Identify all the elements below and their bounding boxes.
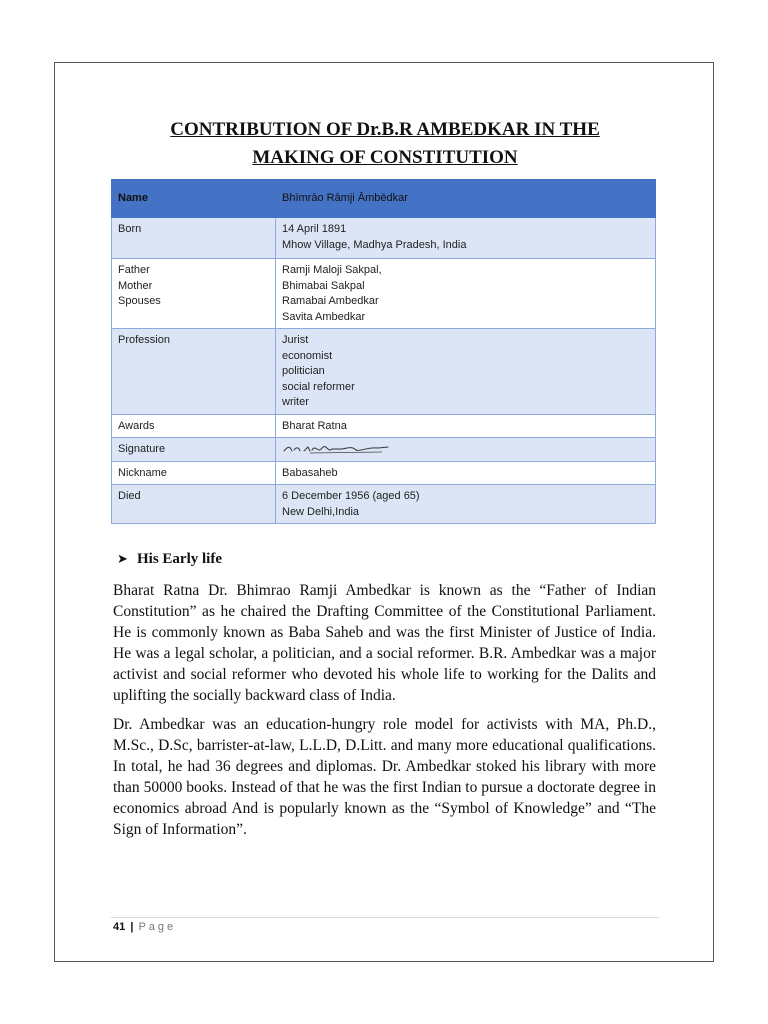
profession-item: economist <box>282 349 333 362</box>
nickname-label: Nickname <box>112 461 276 485</box>
title-line-1: CONTRIBUTION OF Dr.B.R AMBEDKAR IN THE <box>170 119 600 140</box>
profession-values <box>276 329 656 415</box>
born-place: Mhow Village, Madhya Pradesh, India <box>282 238 467 251</box>
profession-item: Jurist <box>282 334 309 346</box>
mother-label: Mother <box>118 279 153 292</box>
biography-table <box>111 179 656 524</box>
section-heading-early-life <box>117 551 222 568</box>
paragraph-2: Dr. Ambedkar was an education-hungry role model for activists with MA, Ph.D., M.Sc., D.Sc, barrister-at-law, L.L.D, D.Litt. and many more educational qualifications. In total, he had 36 degrees and diplomas. Dr. Ambedkar stoked his library with more than 50000 books. Instead of that he was the first Indian to pursue a doctorate degree in economics abroad And is popularly known as the “Symbol of Knowledge” and “The Sign of Information”. <box>113 716 656 838</box>
document-title <box>80 116 690 172</box>
awards-value: Bharat Ratna <box>276 414 656 438</box>
title-line-2: MAKING OF CONSTITUTION <box>252 147 518 168</box>
page-footer <box>113 921 176 933</box>
signature-label: Signature <box>112 438 276 462</box>
table-row-signature <box>112 438 656 462</box>
born-date: 14 April 1891 <box>282 223 347 235</box>
profession-item: writer <box>282 396 309 408</box>
born-label: Born <box>112 218 276 259</box>
name-label: Name <box>112 180 276 218</box>
name-value: Bhīmrāo Rāmji Āmbēdkar <box>276 180 656 218</box>
signature-cell <box>276 438 656 462</box>
footer-separator: | <box>130 921 134 933</box>
table-row-awards <box>112 414 656 438</box>
table-row-nickname <box>112 461 656 485</box>
section-heading-text: His Early life <box>137 551 222 567</box>
family-labels <box>112 259 276 329</box>
paragraph-1: Bharat Ratna Dr. Bhimrao Ramji Ambedkar is known as the “Father of Indian Constitution” as he chaired the Drafting Committee of the Constitutional Parliament. He is commonly known as Baba Saheb and was the first Minister of Justice of India. He was a legal scholar, a politician, and a social reformer. B.R. Ambedkar was a major activist and social reformer who devoted his whole life to working for the Dalits and uplifting the socially backward class of India. <box>113 582 656 704</box>
family-values <box>276 259 656 329</box>
profession-item: social reformer <box>282 380 355 393</box>
signature-image <box>282 442 392 456</box>
spouse-value-2: Savita Ambedkar <box>282 310 366 323</box>
profession-label: Profession <box>112 329 276 415</box>
arrow-bullet-icon: ➤ <box>117 551 128 566</box>
table-row-name <box>112 180 656 218</box>
father-label: Father <box>118 264 150 276</box>
born-value <box>276 218 656 259</box>
table-row-profession <box>112 329 656 415</box>
table-row-family <box>112 259 656 329</box>
died-date: 6 December 1956 (aged 65) <box>282 490 420 502</box>
table-row-born <box>112 218 656 259</box>
died-place: New Delhi,India <box>282 505 360 518</box>
mother-value: Bhimabai Sakpal <box>282 279 365 292</box>
died-label: Died <box>112 485 276 524</box>
page-word: Page <box>138 921 177 933</box>
profession-item: politician <box>282 365 325 377</box>
spouses-label: Spouses <box>118 295 161 307</box>
father-value: Ramji Maloji Sakpal, <box>282 264 382 276</box>
awards-label: Awards <box>112 414 276 438</box>
died-value <box>276 485 656 524</box>
spouse-value-1: Ramabai Ambedkar <box>282 295 379 307</box>
page-number: 41 <box>113 921 126 933</box>
nickname-value: Babasaheb <box>276 461 656 485</box>
footer-divider <box>111 917 659 918</box>
table-row-died <box>112 485 656 524</box>
